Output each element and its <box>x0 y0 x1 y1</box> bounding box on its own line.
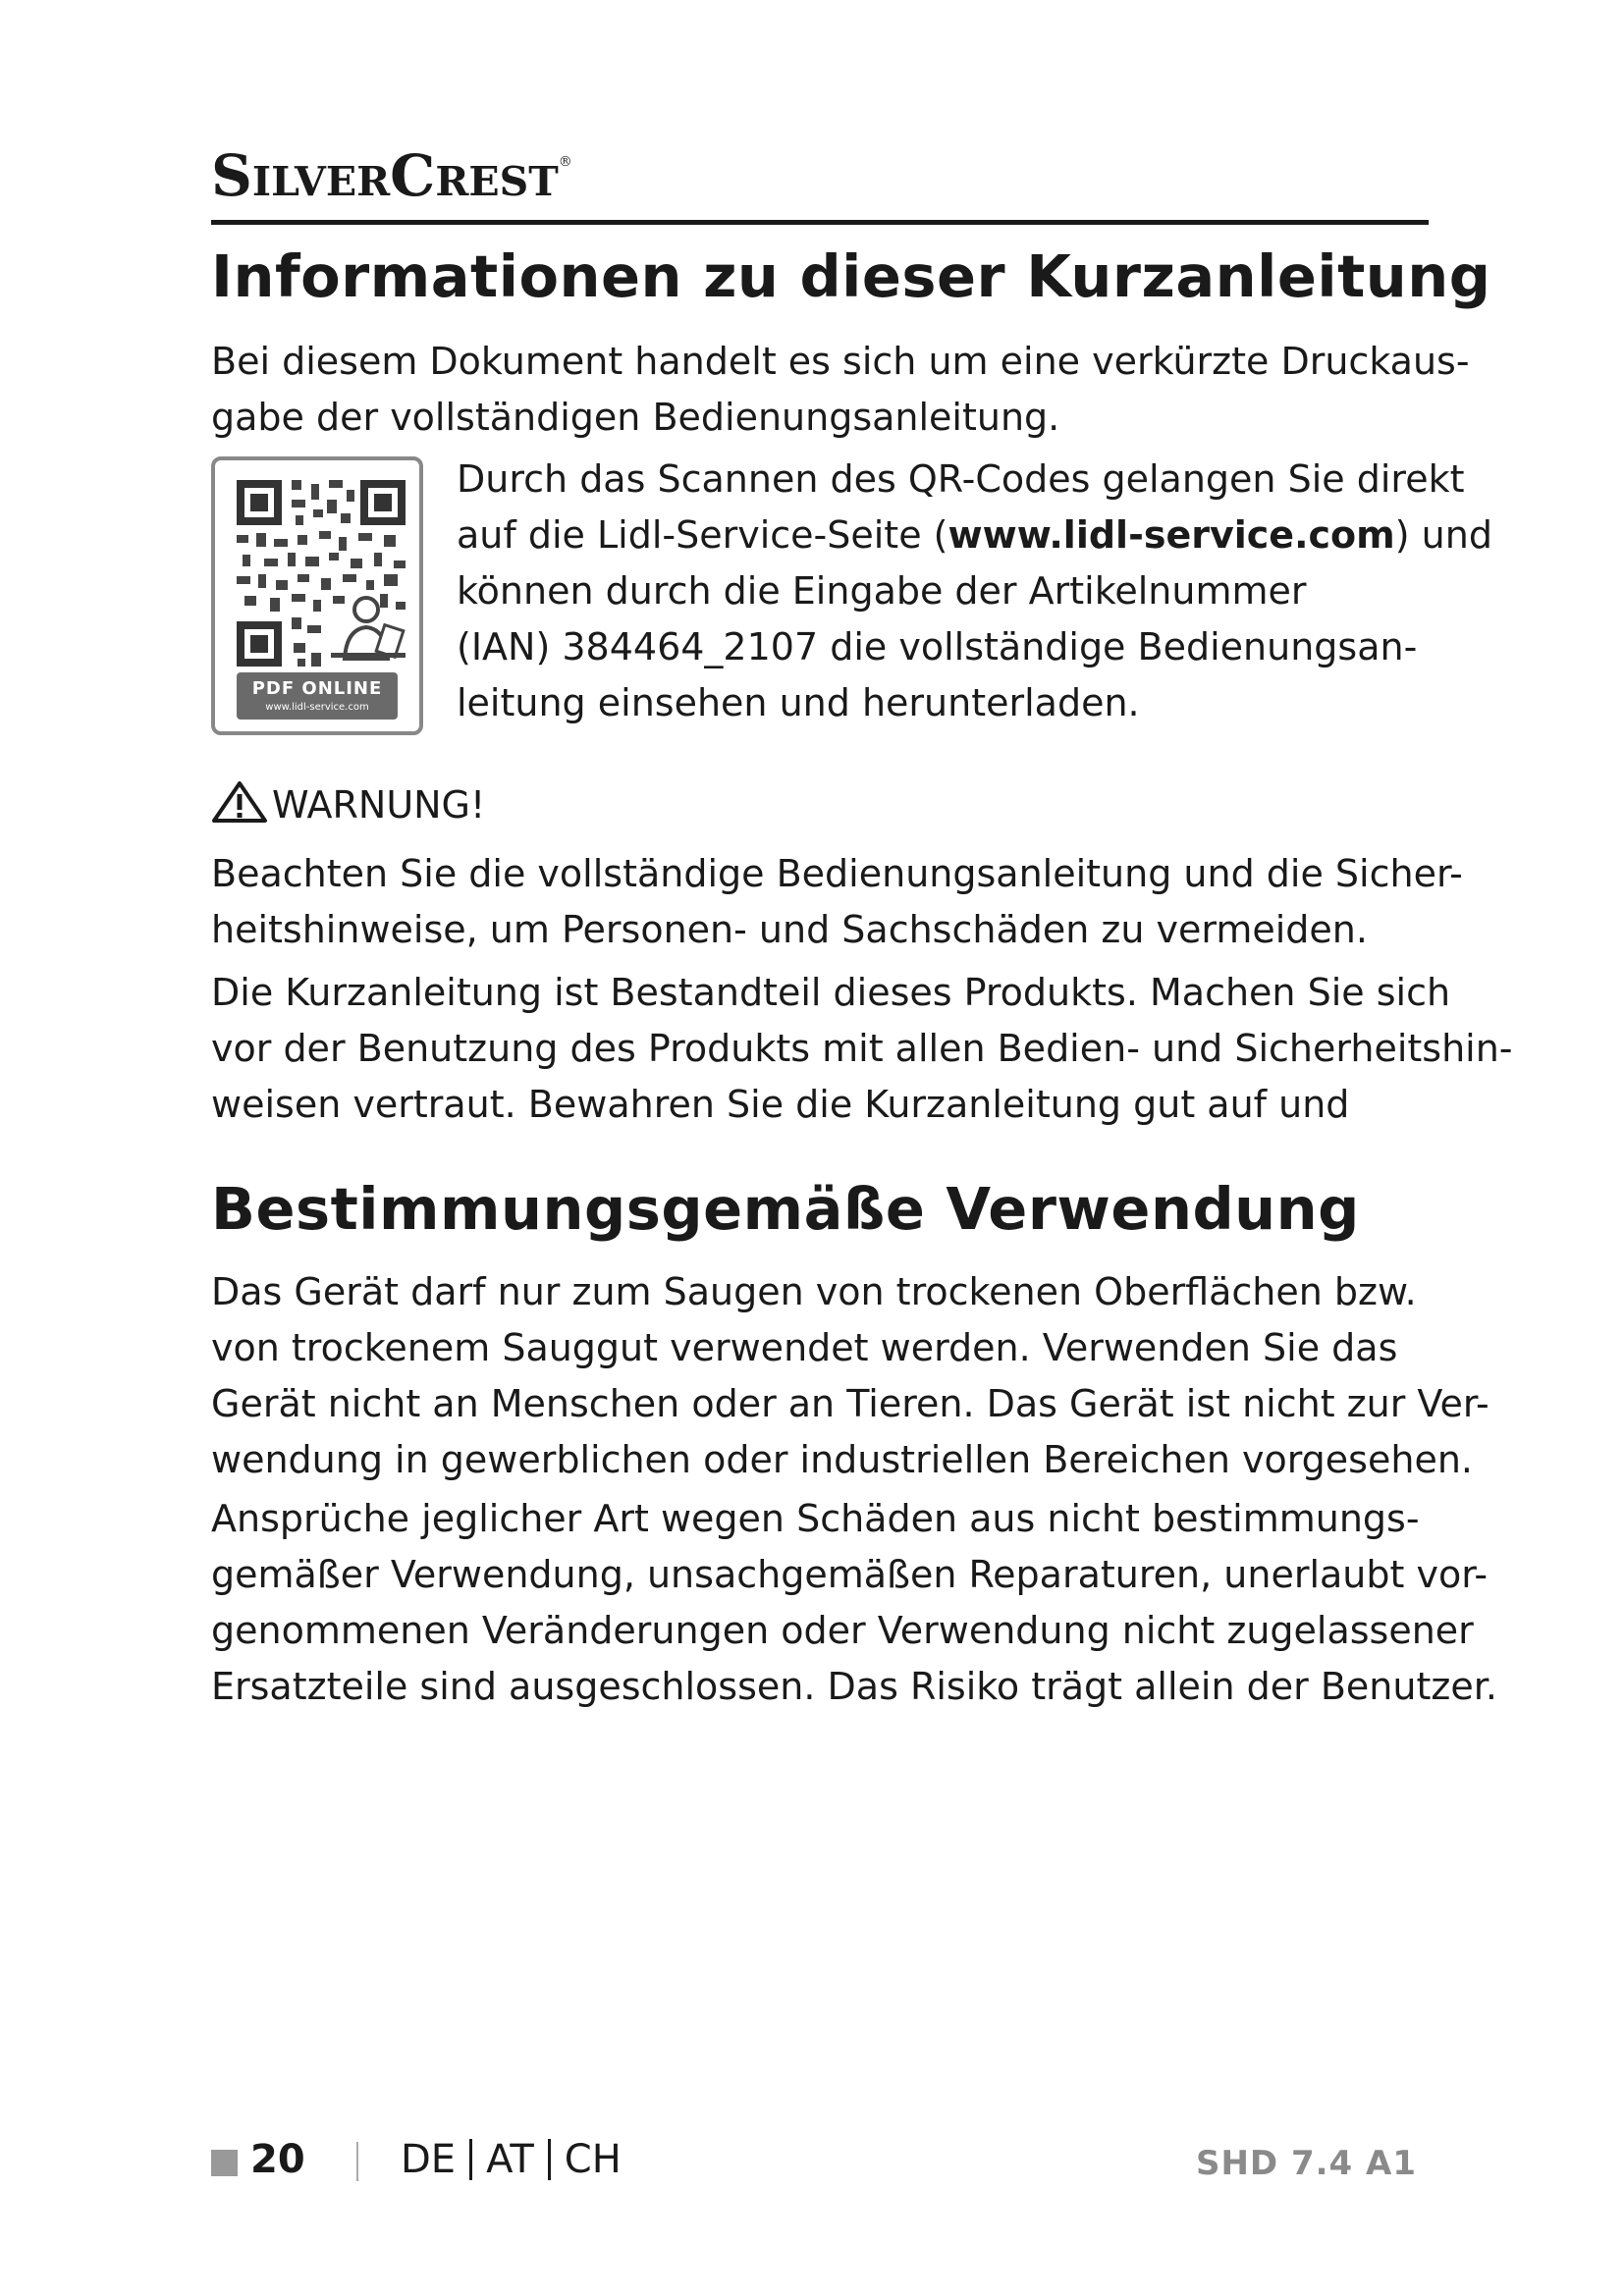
brand-logo <box>211 142 572 209</box>
intro-line: Bei diesem Dokument handelt es sich um eine verkürzte Druckaus- <box>211 340 1470 383</box>
lidl-service-link[interactable]: www.lidl-service.com <box>947 513 1395 557</box>
page-number: 20 <box>250 2137 305 2182</box>
usage-line: von trockenem Sauggut verwendet werden. Verwenden Sie das <box>211 1326 1398 1369</box>
intro-paragraph <box>211 334 1470 446</box>
warning-paragraph <box>211 846 1463 958</box>
usage-line: Das Gerät darf nur zum Saugen von trockenen Oberflächen bzw. <box>211 1270 1417 1313</box>
qr-line-prefix: auf die Lidl-Service-Seite ( <box>457 513 948 557</box>
qr-line-suffix: ) und <box>1394 513 1492 557</box>
qr-line: Durch das Scannen des QR-Codes gelangen Sie direkt <box>457 457 1465 501</box>
lang-separator <box>469 2139 472 2180</box>
claims-line: Ersatzteile sind ausgeschlossen. Das Risiko trägt allein der Benutzer. <box>211 1665 1497 1708</box>
pdf-online-url: www.lidl-service.com <box>265 702 369 713</box>
qr-line: können durch die Eingabe der Artikelnummer <box>457 569 1307 613</box>
lang-de: DE <box>401 2137 457 2182</box>
warning-triangle-icon <box>211 780 268 824</box>
model-number: SHD 7.4 A1 <box>1195 2144 1417 2183</box>
qr-line: (IAN) 384464_2107 die vollständige Bedienungsan- <box>457 625 1418 668</box>
footer-square-marker <box>211 2150 238 2176</box>
usage-paragraph <box>211 1264 1489 1488</box>
qr-line <box>457 507 1492 563</box>
lang-separator <box>548 2139 551 2180</box>
brand-name: SilverCrest <box>211 142 559 209</box>
usage-line: Gerät nicht an Menschen oder an Tieren. Das Gerät ist nicht zur Ver- <box>211 1382 1489 1425</box>
warning-line: Beachten Sie die vollständige Bedienungsanleitung und die Sicher- <box>211 852 1463 895</box>
warning-heading <box>211 780 485 829</box>
note-line: weisen vertraut. Bewahren Sie die Kurzanleitung gut auf und <box>211 1083 1350 1126</box>
lang-ch: CH <box>564 2137 622 2182</box>
registered-mark: ® <box>558 154 572 170</box>
intro-line: gabe der vollständigen Bedienungsanleitung. <box>211 396 1060 439</box>
warning-label: WARNUNG! <box>272 783 486 827</box>
page-footer <box>211 2130 1429 2189</box>
warning-line: heitshinweise, um Personen- und Sachschäden zu vermeiden. <box>211 908 1368 951</box>
language-codes <box>401 2130 622 2189</box>
lang-at: AT <box>486 2137 534 2182</box>
note-line: Die Kurzanleitung ist Bestandteil dieses Produkts. Machen Sie sich <box>211 971 1451 1014</box>
claims-line: gemäßer Verwendung, unsachgemäßen Reparaturen, unerlaubt vor- <box>211 1553 1489 1596</box>
pdf-online-label: PDF ONLINE <box>251 678 383 699</box>
qr-code-box[interactable] <box>211 456 423 735</box>
header-rule <box>211 220 1429 225</box>
pdf-online-badge <box>237 672 398 720</box>
note-paragraph <box>211 965 1513 1133</box>
claims-line: Ansprüche jeglicher Art wegen Schäden aus nicht bestimmungs- <box>211 1497 1420 1540</box>
section-title-info: Informationen zu dieser Kurzanleitung <box>211 242 1491 310</box>
section-title-usage: Bestimmungsgemäße Verwendung <box>211 1175 1360 1243</box>
note-line: vor der Benutzung des Produkts mit allen Bedien- und Sicherheitshin- <box>211 1027 1513 1070</box>
claims-line: genommenen Veränderungen oder Verwendung nicht zugelassener <box>211 1609 1474 1652</box>
claims-paragraph <box>211 1491 1497 1715</box>
footer-divider <box>356 2142 358 2181</box>
qr-code-icon <box>237 480 406 667</box>
qr-line: leitung einsehen und herunterladen. <box>457 681 1140 724</box>
qr-paragraph <box>457 452 1492 731</box>
usage-line: wendung in gewerblichen oder industriellen Bereichen vorgesehen. <box>211 1438 1473 1481</box>
